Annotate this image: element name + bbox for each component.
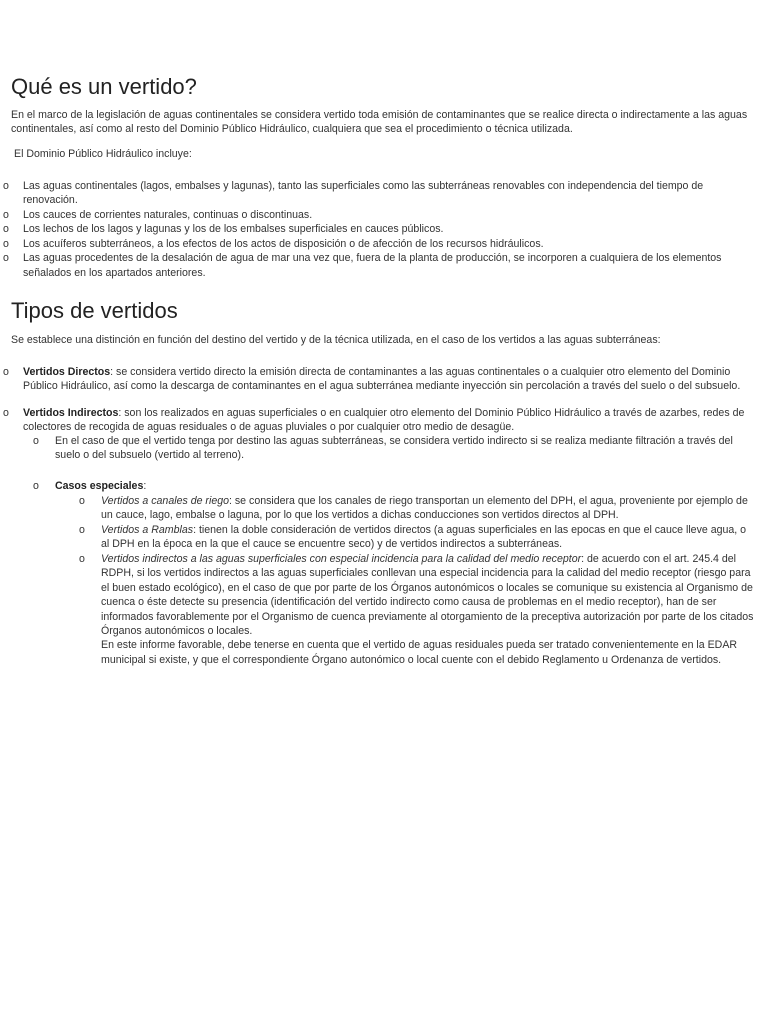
item-vertidos-indirectos xyxy=(3,406,755,435)
bullet-icon: o xyxy=(3,180,9,192)
item-casos-especiales: o Casos especiales: xyxy=(33,480,147,492)
ramblas-label: Vertidos a Ramblas xyxy=(101,524,194,536)
list-item xyxy=(3,251,755,280)
vertidos-indirectos-desc: : son los realizados en aguas superficiales o en cualquier otro elemento del Dominio Público Hidráulico a través de azarbes, redes de colectores de recogida de aguas residuales o de aguas pluviales o por cualquier otro medio de desagüe. xyxy=(23,407,745,434)
vertidos-directos-label: Vertidos Directos xyxy=(23,366,111,378)
caso-canales-riego xyxy=(79,494,755,523)
caso-especial-incidencia xyxy=(79,552,755,667)
bullet-icon: o xyxy=(3,407,9,419)
bullet-icon: o xyxy=(3,209,9,221)
vertidos-indirectos-text xyxy=(23,406,755,435)
list-item-text: Las aguas continentales (lagos, embalses y lagunas), tanto las superficiales como las subterráneas renovables con independencia del tiempo de renovación. xyxy=(23,180,704,207)
list-item-text: Los lechos de los lagos y lagunas y los de los embalses superficiales en cauces públicos. xyxy=(23,223,444,236)
incidencia-extra: En este informe favorable, debe tenerse en cuenta que el vertido de aguas residuales pueda ser tratado convenientemente en la EDAR municipal si existe, y que el correspondiente Órgano autonómico o local cuente con el debido Reglamento u Ordenanza de vertidos. xyxy=(101,639,738,666)
vertidos-indirectos-label: Vertidos Indirectos xyxy=(23,407,119,419)
dph-intro: El Dominio Público Hidráulico incluye: xyxy=(14,148,192,160)
caso-ramblas xyxy=(79,523,755,552)
list-item xyxy=(3,237,755,251)
vertidos-directos-text xyxy=(23,365,755,394)
list-item xyxy=(3,179,755,208)
intro-paragraph: En el marco de la legislación de aguas continentales se considera vertido toda emisión de contaminantes que se realice directa o indirectamente a las aguas continentales, así como al resto del Dominio Público Hidráulico, cualquiera que sea el procedimiento o técnica utilizada. xyxy=(11,109,748,136)
bullet-icon: o xyxy=(33,435,39,447)
list-item-text: Los cauces de corrientes naturales, continuas o discontinuas. xyxy=(23,209,313,221)
canales-riego-desc: : se considera que los canales de riego transportan un elemento del DPH, el agua, proveniente por ejemplo de un cauce, lago, embalse o laguna, por lo que los vertidos a dichas conducciones son vertidos directos al DPH. xyxy=(101,495,748,522)
vertidos-directos-desc: : se considera vertido directo la emisión directa de contaminantes a las aguas continentales o a cualquier otro elemento del Dominio Público Hidráulico, así como la descarga de contaminantes en el agua subterránea mediante inyección sin percolación a través del suelo o del subsuelo. xyxy=(23,366,741,393)
list-item xyxy=(3,208,755,222)
ramblas-desc: : tienen la doble consideración de vertidos directos (a aguas superficiales en las epocas en que el cauce lleve agua, o al DPH en la época en la que el cauce se encuentre seco) y de vertidos indirectos a subterráneas. xyxy=(101,524,747,551)
sub-item-text: En el caso de que el vertido tenga por destino las aguas subterráneas, se considera vertido indirecto si se realiza mediante filtración a través del suelo o del subsuelo (vertido al terreno). xyxy=(55,435,733,462)
list-item-text: Los acuíferos subterráneos, a los efectos de los actos de disposición o de afección de los recursos hidráulicos. xyxy=(23,237,544,250)
bullet-icon: o xyxy=(33,480,39,492)
bullet-icon: o xyxy=(79,553,85,565)
tipos-intro: Se establece una distinción en función del destino del vertido y de la técnica utilizada, en el caso de los vertidos a las aguas subterráneas: xyxy=(11,334,661,346)
sub-item-subterraneas xyxy=(33,434,733,463)
casos-especiales-label: Casos especiales xyxy=(55,480,144,492)
incidencia-label: Vertidos indirectos a las aguas superficiales con especial incidencia para la calidad del medio receptor xyxy=(101,553,582,565)
heading-tipos-de-vertidos: Tipos de vertidos xyxy=(11,298,178,323)
bullet-icon: o xyxy=(79,495,85,507)
bullet-icon: o xyxy=(3,223,9,236)
canales-riego-label: Vertidos a canales de riego xyxy=(101,495,229,507)
dph-list xyxy=(3,179,755,280)
bullet-icon: o xyxy=(3,366,9,378)
heading-que-es-un-vertido: Qué es un vertido? xyxy=(11,74,197,99)
item-vertidos-directos xyxy=(3,365,755,394)
bullet-icon: o xyxy=(3,237,9,250)
incidencia-desc: : de acuerdo con el art. 245.4 del RDPH, si los vertidos indirectos a las aguas superficiales conllevan una especial incidencia para la calidad del medio receptor (riesgo para el buen estado ecológico), en el caso de que por parte de los Órganos autonómicos o locales se comunique su existencia al Organismo de cuenca o éste detecte su presencia (identificación del vertido indirecto como causa de problemas en el medio receptor), han de ser informados favorablemente por el Organismo de cuenca previamente al otorgamiento de la preceptiva autorización por parte de los citados Órganos autonómicos o locales. xyxy=(101,553,754,638)
bullet-icon: o xyxy=(79,524,85,536)
bullet-icon: o xyxy=(3,252,9,265)
list-item xyxy=(3,222,755,236)
list-item-text: Las aguas procedentes de la desalación de agua de mar una vez que, fuera de la planta de producción, se incorporen a cualquiera de los elementos señalados en los apartados anteriores. xyxy=(23,252,722,279)
